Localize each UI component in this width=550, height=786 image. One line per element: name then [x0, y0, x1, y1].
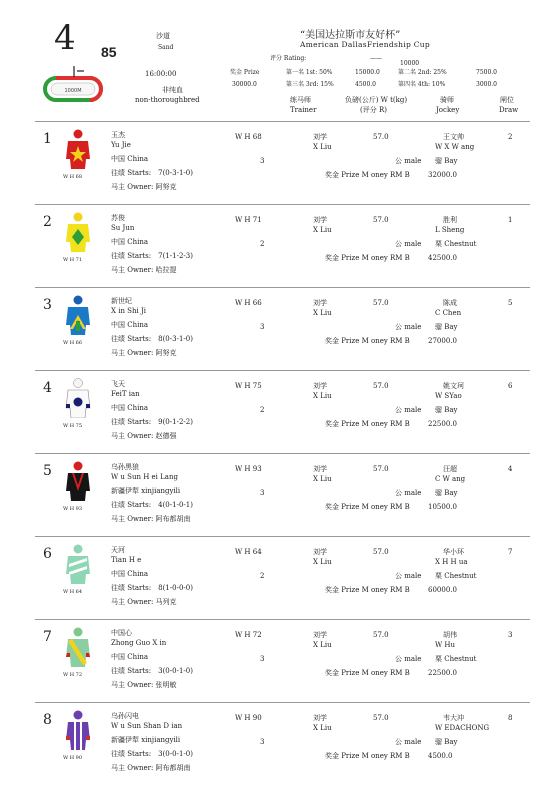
trainer-en: X Liu — [313, 309, 332, 317]
horse-sex: 公 male — [395, 323, 422, 331]
horse-owner: 马主 Owner: 阿努克 — [111, 183, 177, 191]
horse-entry — [35, 291, 530, 371]
horse-starts: 往绩 Starts: 4(0-1-0-1) — [111, 501, 193, 509]
race-title-en: American DallasFriendship Cup — [300, 40, 431, 49]
horse-age: 2 — [260, 240, 265, 248]
carried-weight: 57.0 — [373, 133, 389, 141]
horse-sex: 公 male — [395, 738, 422, 746]
col-jockey-en: Jockey — [436, 106, 460, 114]
horse-sex: 公 male — [395, 157, 422, 165]
trainer-cn: 刘学 — [313, 216, 327, 224]
horse-color: 栗 Chestnut — [435, 572, 477, 580]
jockey-en: L Sheng — [435, 226, 465, 234]
horse-name-cn: 飞天 — [111, 380, 125, 388]
horse-starts: 往绩 Starts: 8(1-0-0-0) — [111, 584, 193, 592]
entry-divider — [35, 702, 530, 703]
race-distance-label: 85 — [101, 44, 117, 60]
trainer-cn: 刘学 — [313, 382, 327, 390]
horse-entry — [35, 623, 530, 703]
prize-1-label: 第一名 1st: 50% — [286, 69, 333, 76]
horse-sex: 公 male — [395, 489, 422, 497]
jockey-cn: 华小环 — [443, 548, 464, 556]
horse-name-cn: 天河 — [111, 546, 125, 554]
prize-money-label: 奖金 Prize M oney RM B — [325, 337, 410, 345]
jockey-en: W Hu — [435, 641, 456, 649]
horse-name-en: Zhong Guo X in — [111, 639, 167, 647]
horse-rating: W H 90 — [235, 714, 262, 722]
trainer-en: X Liu — [313, 226, 332, 234]
trainer-en: X Liu — [313, 641, 332, 649]
horse-rating: W H 71 — [235, 216, 262, 224]
horse-rating: W H 75 — [235, 382, 262, 390]
horse-entry — [35, 457, 530, 537]
trainer-cn: 刘学 — [313, 631, 327, 639]
carried-weight: 57.0 — [373, 216, 389, 224]
prize-3-value: 4500.0 — [355, 81, 376, 88]
entry-divider — [35, 453, 530, 454]
prize-money-value: 10500.0 — [428, 503, 457, 511]
surface-en: Sand — [158, 44, 174, 51]
entry-divider — [35, 204, 530, 205]
carried-weight: 57.0 — [373, 714, 389, 722]
prize-label: 奖金 Prize — [230, 69, 260, 76]
jockey-en: X H H ua — [435, 558, 468, 566]
horse-owner: 马主 Owner: 阿布都胡南 — [111, 764, 191, 772]
entry-divider — [35, 287, 530, 288]
entry-divider — [35, 370, 530, 371]
horse-age: 2 — [260, 406, 265, 414]
horse-entry — [35, 540, 530, 620]
trainer-en: X Liu — [313, 392, 332, 400]
saddle-number: 6 — [43, 546, 52, 562]
jockey-en: W SYao — [435, 392, 462, 400]
jockey-silk-icon — [65, 295, 91, 335]
horse-name-en: X in Shi Ji — [111, 307, 146, 315]
silk-rating: W H 71 — [63, 257, 83, 263]
jockey-silk-icon — [65, 461, 91, 501]
entry-divider — [35, 121, 530, 122]
horse-rating: W H 93 — [235, 465, 262, 473]
silk-rating: W H 64 — [63, 589, 83, 595]
horse-origin: 中国 China — [111, 321, 149, 329]
horse-age: 3 — [260, 738, 265, 746]
horse-rating: W H 66 — [235, 299, 262, 307]
horse-owner: 马主 Owner: 哈拉提 — [111, 266, 177, 274]
horse-rating: W H 68 — [235, 133, 262, 141]
prize-money-value: 42500.0 — [428, 254, 457, 262]
jockey-cn: 韦大冲 — [443, 714, 464, 722]
horse-name-en: Tian H e — [111, 556, 142, 564]
carried-weight: 57.0 — [373, 548, 389, 556]
prize-money-value: 22500.0 — [428, 420, 457, 428]
trainer-cn: 刘学 — [313, 714, 327, 722]
breed-en: non-thoroughbred — [135, 96, 200, 104]
prize-money-label: 奖金 Prize M oney RM B — [325, 503, 410, 511]
entry-divider — [35, 536, 530, 537]
horse-owner: 马主 Owner: 阿努克 — [111, 349, 177, 357]
horse-sex: 公 male — [395, 406, 422, 414]
prize-money-label: 奖金 Prize M oney RM B — [325, 586, 410, 594]
saddle-number: 5 — [43, 463, 52, 479]
horse-age: 2 — [260, 572, 265, 580]
prize-3-label: 第三名 3rd: 15% — [286, 81, 334, 88]
horse-rating: W H 64 — [235, 548, 262, 556]
trainer-en: X Liu — [313, 475, 332, 483]
silk-rating: W H 68 — [63, 174, 83, 180]
track-distance: 1000M — [64, 88, 82, 94]
horse-owner: 马主 Owner: 赵德强 — [111, 432, 177, 440]
jockey-en: W X W ang — [435, 143, 475, 151]
horse-name-en: W u Sun H ei Lang — [111, 473, 178, 481]
trainer-en: X Liu — [313, 724, 332, 732]
draw-number: 1 — [508, 216, 513, 224]
horse-rating: W H 72 — [235, 631, 262, 639]
col-draw-en: Draw — [499, 106, 519, 114]
saddle-number: 7 — [43, 629, 52, 645]
silk-rating: W H 72 — [63, 672, 83, 678]
horse-name-cn: 玉杰 — [111, 131, 125, 139]
horse-age: 3 — [260, 489, 265, 497]
prize-money-value: 22500.0 — [428, 669, 457, 677]
horse-sex: 公 male — [395, 655, 422, 663]
horse-color: 骝 Bay — [435, 323, 458, 331]
horse-age: 3 — [260, 655, 265, 663]
horse-starts: 往绩 Starts: 9(0-1-2-2) — [111, 418, 193, 426]
prize-money-label: 奖金 Prize M oney RM B — [325, 254, 410, 262]
horse-color: 栗 Chestnut — [435, 655, 477, 663]
surface-cn: 沙道 — [156, 32, 170, 40]
horse-owner: 马主 Owner: 张明敏 — [111, 681, 177, 689]
track-diagram-icon — [40, 62, 110, 104]
horse-name-cn: 苏俊 — [111, 214, 125, 222]
horse-origin: 中国 China — [111, 653, 149, 661]
horse-sex: 公 male — [395, 572, 422, 580]
prize-money-label: 奖金 Prize M oney RM B — [325, 752, 410, 760]
breed-cn: 非纯血 — [162, 86, 183, 94]
horse-name-en: FeiT ian — [111, 390, 140, 398]
saddle-number: 1 — [43, 131, 52, 147]
horse-entry — [35, 208, 530, 288]
prize-money-value: 4500.0 — [428, 752, 453, 760]
horse-name-cn: 新世纪 — [111, 297, 132, 305]
prize-money-value: 27000.0 — [428, 337, 457, 345]
carried-weight: 57.0 — [373, 382, 389, 390]
jockey-silk-icon — [65, 212, 91, 252]
jockey-cn: 胡伟 — [443, 631, 457, 639]
draw-number: 7 — [508, 548, 513, 556]
silk-rating: W H 93 — [63, 506, 83, 512]
jockey-cn: 姚文珂 — [443, 382, 464, 390]
horse-starts: 往绩 Starts: 3(0-0-1-0) — [111, 750, 193, 758]
race-number: 4 — [54, 18, 76, 58]
silk-rating: W H 75 — [63, 423, 83, 429]
prize-money-label: 奖金 Prize M oney RM B — [325, 171, 410, 179]
draw-number: 3 — [508, 631, 513, 639]
col-jockey-cn: 骑师 — [440, 96, 454, 104]
jockey-en: W EDACHONG — [435, 724, 490, 732]
prize-money-label: 奖金 Prize M oney RM B — [325, 669, 410, 677]
horse-name-cn: 乌孙黑狼 — [111, 463, 139, 471]
jockey-silk-icon — [65, 129, 91, 169]
jockey-cn: 王文帅 — [443, 133, 464, 141]
race-time: 16:00:00 — [145, 70, 177, 78]
horse-color: 骝 Bay — [435, 738, 458, 746]
horse-name-en: W u Sun Shan D ian — [111, 722, 183, 730]
prize-total: 30000.0 — [232, 81, 257, 88]
horse-color: 栗 Chestnut — [435, 240, 477, 248]
entry-divider — [35, 619, 530, 620]
rating-dash: —— — [370, 55, 382, 62]
prize-money-value: 60000.0 — [428, 586, 457, 594]
prize-1-value: 15000.0 — [355, 69, 380, 76]
saddle-number: 2 — [43, 214, 52, 230]
saddle-number: 8 — [43, 712, 52, 728]
jockey-cn: 陈成 — [443, 299, 457, 307]
horse-origin: 中国 China — [111, 155, 149, 163]
horse-origin: 新疆伊犁 xinjiangyili — [111, 487, 181, 495]
horse-entry — [35, 706, 530, 786]
prize-money-label: 奖金 Prize M oney RM B — [325, 420, 410, 428]
jockey-silk-icon — [65, 378, 91, 418]
trainer-en: X Liu — [313, 558, 332, 566]
horse-starts: 往绩 Starts: 7(1-1-2-3) — [111, 252, 193, 260]
jockey-silk-icon — [65, 627, 91, 667]
draw-number: 2 — [508, 133, 513, 141]
horse-entry — [35, 125, 530, 205]
horse-owner: 马主 Owner: 马列克 — [111, 598, 177, 606]
saddle-number: 4 — [43, 380, 52, 396]
horse-name-cn: 乌孙闪电 — [111, 712, 139, 720]
draw-number: 8 — [508, 714, 513, 722]
trainer-cn: 刘学 — [313, 133, 327, 141]
trainer-en: X Liu — [313, 143, 332, 151]
horse-age: 3 — [260, 157, 265, 165]
draw-number: 5 — [508, 299, 513, 307]
jockey-en: C Chen — [435, 309, 462, 317]
horse-owner: 马主 Owner: 阿布都胡南 — [111, 515, 191, 523]
trainer-cn: 刘学 — [313, 299, 327, 307]
horse-color: 骝 Bay — [435, 406, 458, 414]
silk-rating: W H 66 — [63, 340, 83, 346]
horse-starts: 往绩 Starts: 3(0-0-1-0) — [111, 667, 193, 675]
silk-rating: W H 90 — [63, 755, 83, 761]
horse-origin: 新疆伊犁 xinjiangyili — [111, 736, 181, 744]
horse-name-en: Yu Jie — [111, 141, 131, 149]
jockey-silk-icon — [65, 544, 91, 584]
carried-weight: 57.0 — [373, 299, 389, 307]
horse-sex: 公 male — [395, 240, 422, 248]
horse-name-en: Su Jun — [111, 224, 135, 232]
col-weight-en: (评分 R) — [360, 106, 387, 114]
horse-color: 骝 Bay — [435, 157, 458, 165]
horse-origin: 中国 China — [111, 238, 149, 246]
prize-money-value: 32000.0 — [428, 171, 457, 179]
horse-starts: 往绩 Starts: 8(0-3-1-0) — [111, 335, 193, 343]
prize-2-value: 7500.0 — [476, 69, 497, 76]
trainer-cn: 刘学 — [313, 548, 327, 556]
race-title-cn: “美国达拉斯市友好杯” — [300, 30, 401, 41]
trainer-cn: 刘学 — [313, 465, 327, 473]
horse-origin: 中国 China — [111, 570, 149, 578]
col-trainer-cn: 练马师 — [290, 96, 311, 104]
rating-value: 10000 — [400, 60, 420, 67]
col-weight-cn: 负磅(公斤) W t(kg) — [345, 96, 408, 104]
jockey-silk-icon — [65, 710, 91, 750]
draw-number: 6 — [508, 382, 513, 390]
saddle-number: 3 — [43, 297, 52, 313]
prize-4-label: 第四名 4th: 10% — [398, 81, 446, 88]
draw-number: 4 — [508, 465, 513, 473]
horse-origin: 中国 China — [111, 404, 149, 412]
prize-4-value: 3000.0 — [476, 81, 497, 88]
horse-name-cn: 中国心 — [111, 629, 132, 637]
carried-weight: 57.0 — [373, 465, 389, 473]
horse-entry — [35, 374, 530, 454]
horse-age: 3 — [260, 323, 265, 331]
carried-weight: 57.0 — [373, 631, 389, 639]
horse-starts: 往绩 Starts: 7(0-3-1-0) — [111, 169, 193, 177]
jockey-cn: 汪超 — [443, 465, 457, 473]
jockey-en: C W ang — [435, 475, 466, 483]
col-trainer-en: Trainer — [290, 106, 317, 114]
horse-color: 骝 Bay — [435, 489, 458, 497]
jockey-cn: 胜利 — [443, 216, 457, 224]
col-draw-cn: 闸位 — [500, 96, 514, 104]
rating-label: 评分 Rating: — [270, 55, 307, 62]
prize-2-label: 第二名 2nd: 25% — [398, 69, 447, 76]
